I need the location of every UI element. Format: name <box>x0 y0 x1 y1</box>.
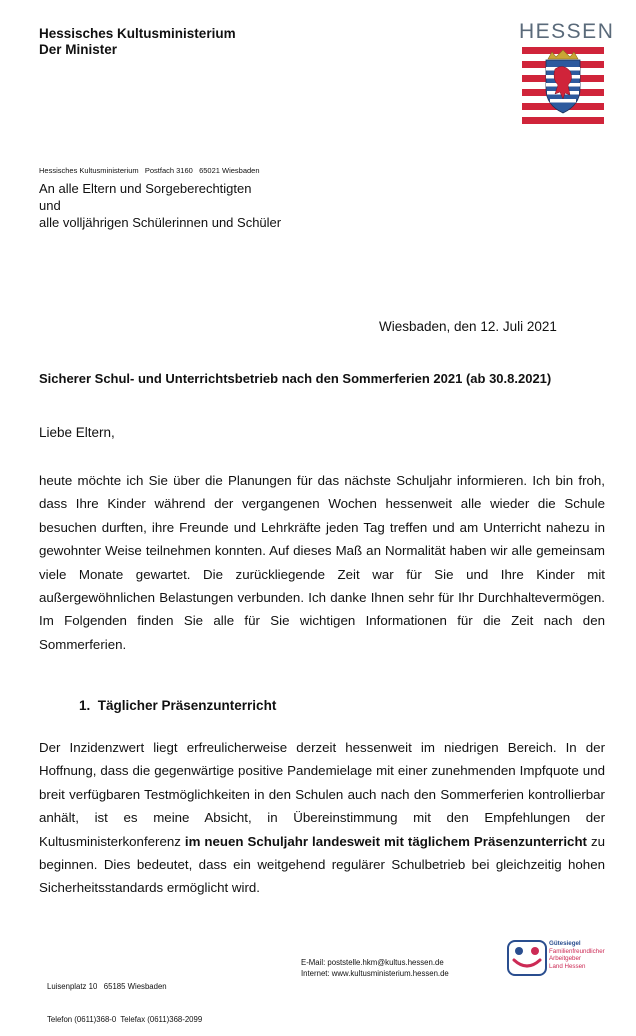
addressee-line: alle volljährigen Schülerinnen und Schüler <box>39 215 282 230</box>
hessen-logo-text: HESSEN <box>519 20 615 43</box>
letter-date: Wiesbaden, den 12. Juli 2021 <box>379 319 557 334</box>
letter-subject: Sicherer Schul- und Unterrichtsbetrieb nach den Sommerferien 2021 (ab 30.8.2021) <box>39 371 552 386</box>
paragraph-emphasis: im neuen Schuljahr landesweit mit täglichem Präsenzunterricht <box>184 833 587 849</box>
minister-role: Der Minister <box>39 42 118 57</box>
body-paragraph-2 <box>39 736 605 900</box>
footer-email: E-Mail: poststelle.hkm@kultus.hessen.de <box>301 958 444 967</box>
section-heading-1: 1. Täglicher Präsenzunterricht <box>79 698 277 713</box>
footer-phone-line: Telefon (0611)368-0 Telefax (0611)368-2099 <box>47 1015 203 1024</box>
seal-line: Familienfreundlicher <box>549 947 605 955</box>
letterhead-ministry <box>39 26 236 58</box>
salutation: Liebe Eltern, <box>39 425 115 440</box>
addressee-line: und <box>39 198 61 213</box>
footer-address-line: Luisenplatz 10 65185 Wiesbaden <box>47 982 167 991</box>
addressee-line: An alle Eltern und Sorgeberechtigten <box>39 181 252 196</box>
footer-website: Internet: www.kultusministerium.hessen.de <box>301 969 449 978</box>
addressee-block <box>39 180 281 231</box>
family-seal-icon <box>507 940 547 976</box>
body-paragraph-1: heute möchte ich Sie über die Planungen für das nächste Schuljahr informieren. Ich bin froh, dass Ihre Kinder während der vergangenen Wochen hessenweit alle wieder die Schule besuchen durften, ihre Freunde und Lehrkräfte jeden Tag treffen und am Unterricht nahezu in gewohnter Weise teilnehmen konnten. Auf dieses Maß an Normalität haben wir alle gemeinsam viele Monate gewartet. Die zurückliegende Zeit war für Sie und Ihre Kinder mit außergewöhnlichen Belastungen verbunden. Ich danke Ihnen sehr für Ihr Durchhaltevermögen. Im Folgenden finden Sie alle für Sie wichtigen Informationen für die Zeit nach den Sommerferien. <box>39 473 605 652</box>
paragraph-text: Der Inzidenzwert liegt erfreulicherweise derzeit hessenweit im niedrigen Bereich. In der Hoffnung, dass die gegenwärtige positive Pandemielage mit einer zunehmenden Impfquote und breit verfügbaren Testmöglichkeiten in den Schulen auch nach den Sommerferien kontrollierbar anhält, ist es meine Absicht, in Übereinstimmung mit den Empfehlungen der Kultusministerkonferenz <box>39 740 605 849</box>
hessen-coat-of-arms-icon <box>522 47 604 129</box>
seal-line: Arbeitgeber <box>549 955 581 963</box>
seal-line: Gütesiegel <box>549 940 581 947</box>
ministry-name: Hessisches Kultusministerium <box>39 26 236 41</box>
sender-line: Hessisches Kultusministerium Postfach 3160 65021 Wiesbaden <box>39 166 260 175</box>
footer-contact <box>301 957 449 979</box>
paragraph-text: zu beginnen. Dies bedeutet, dass ein weitgehend regulärer Schulbetrieb bei gleichzeitig hohen Sicherheitsstandards ermöglicht wird. <box>39 833 606 896</box>
footer-address <box>47 959 202 1036</box>
seal-line: Land Hessen <box>549 962 586 970</box>
family-seal-text <box>549 940 605 970</box>
